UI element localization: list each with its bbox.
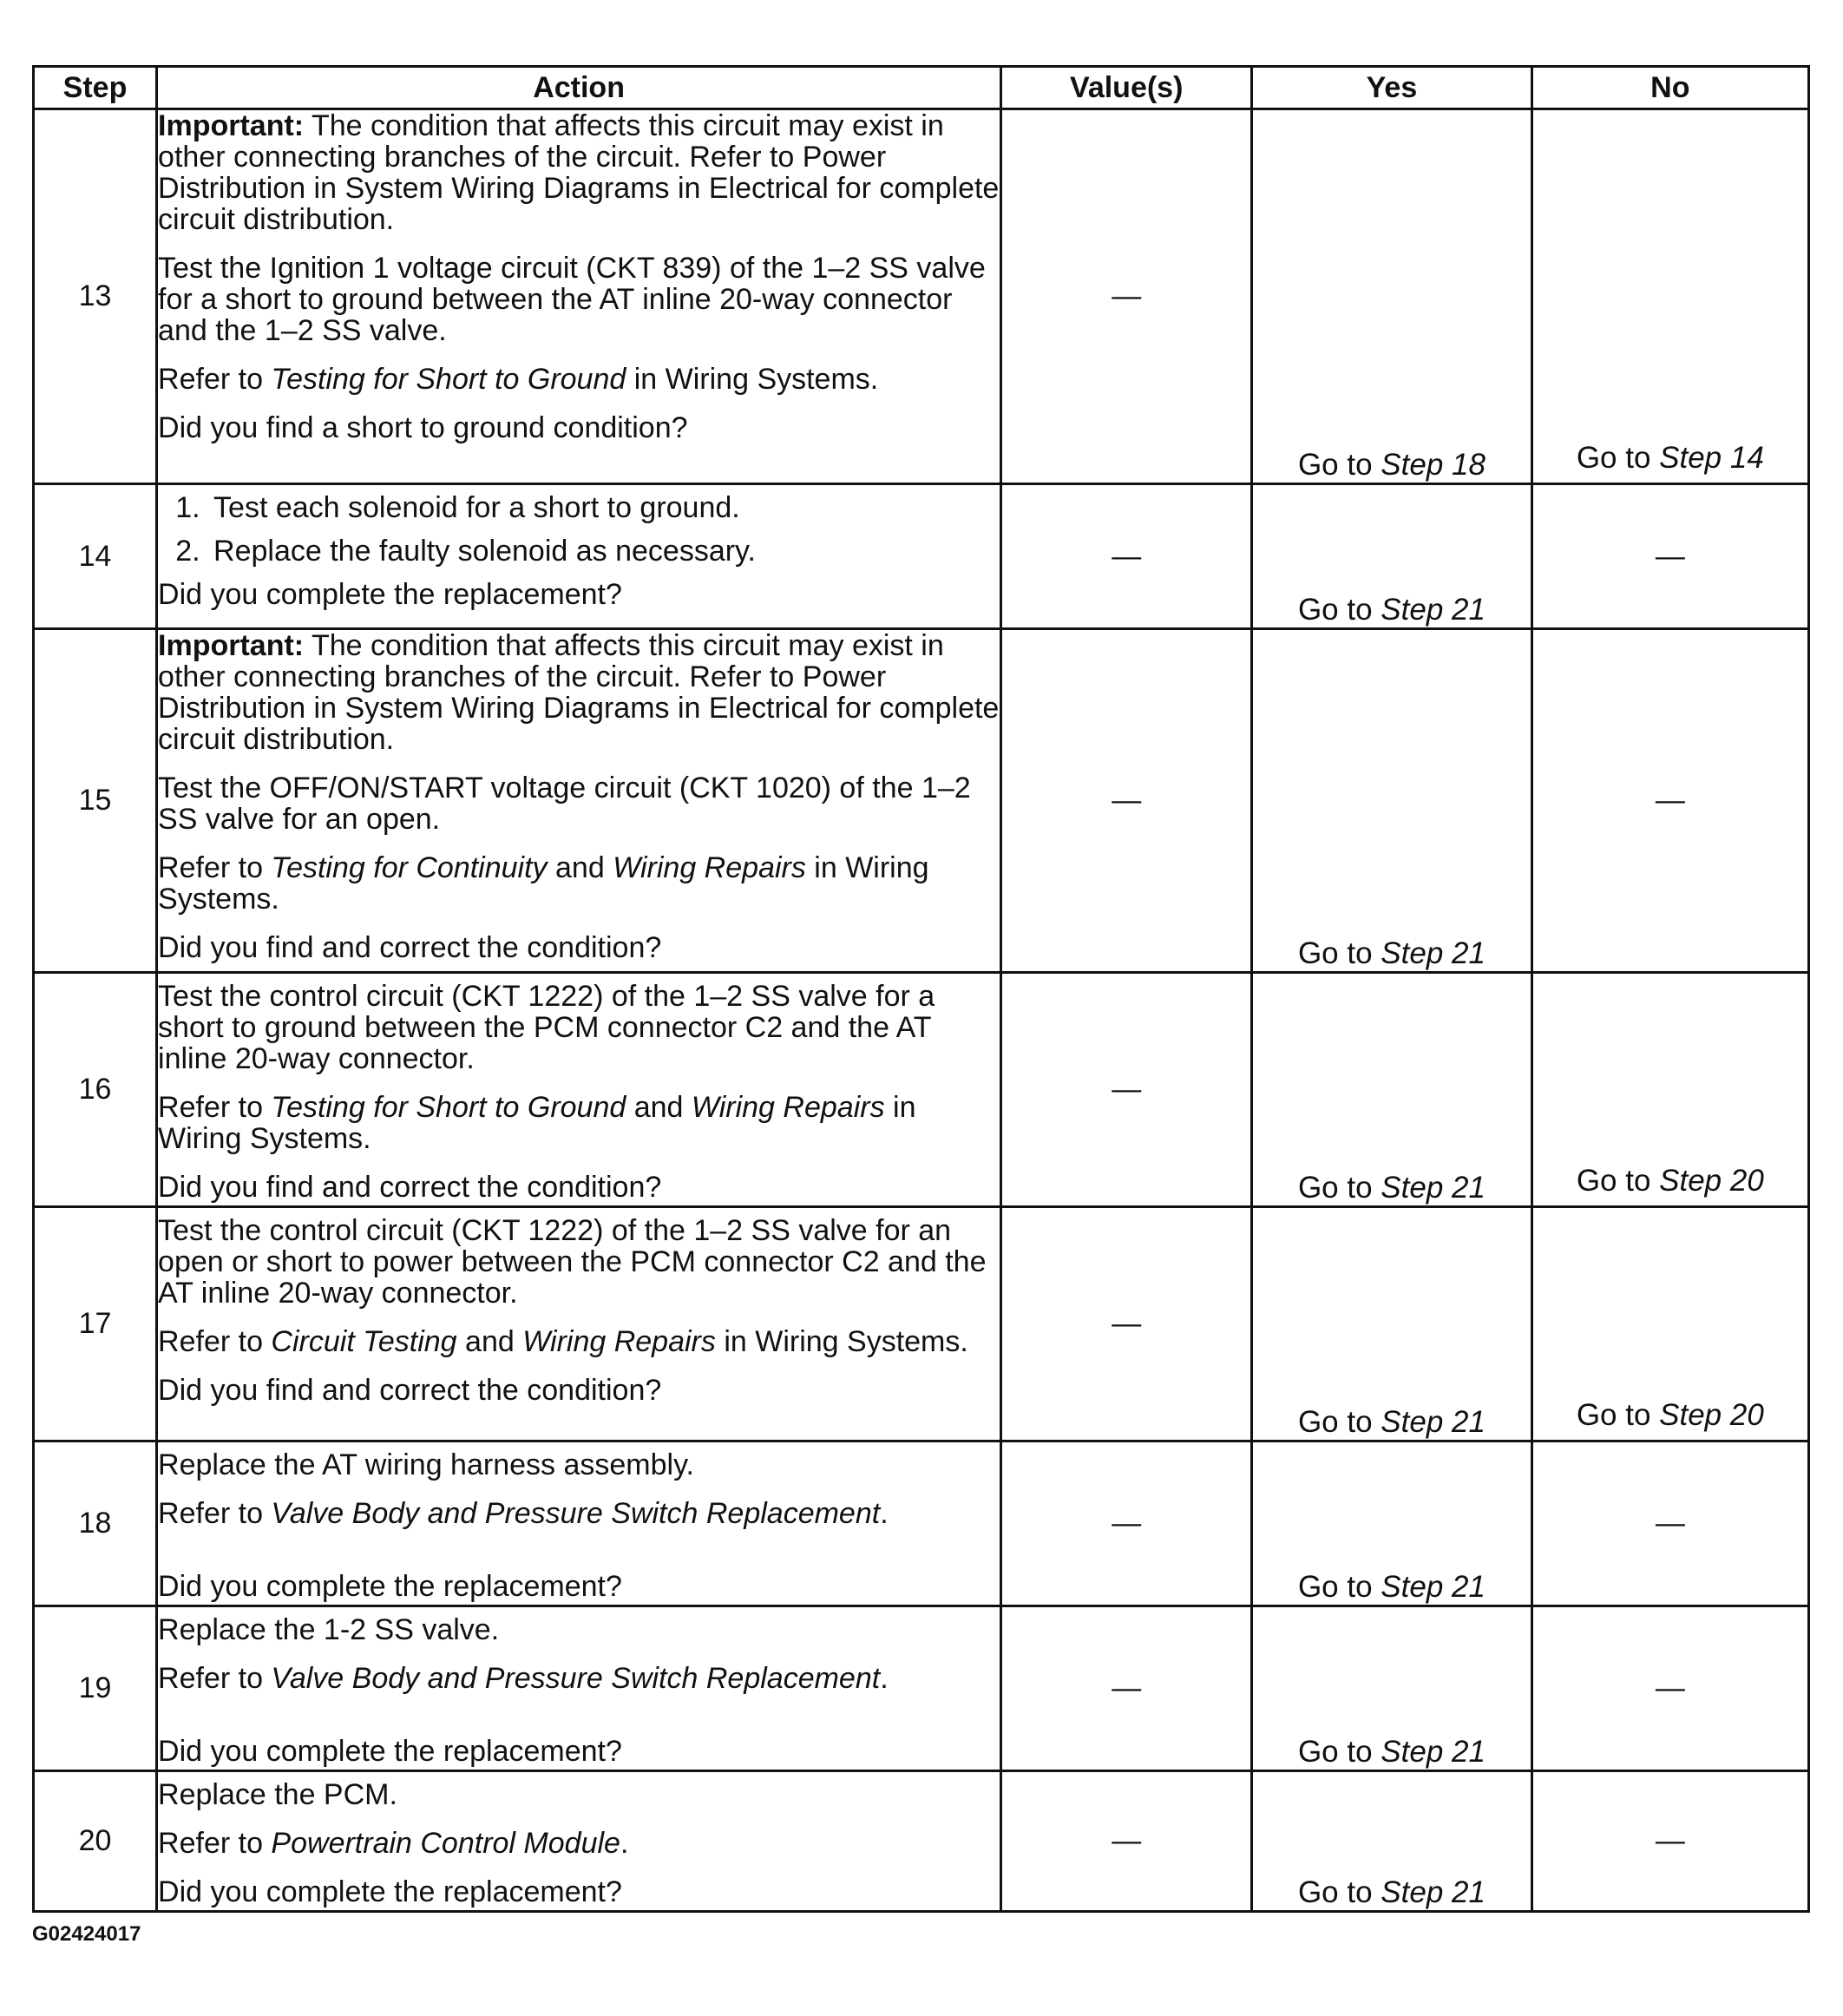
value-cell: —: [1001, 973, 1252, 1207]
list-item: 1. Test each solenoid for a short to ground.: [208, 492, 1000, 523]
reference-link[interactable]: Circuit Testing: [271, 1325, 457, 1358]
refer-suffix: in Wiring Systems.: [626, 363, 879, 396]
action-cell: [157, 1606, 1001, 1771]
refer-to-text: [158, 1663, 1000, 1694]
yes-cell[interactable]: [1252, 1441, 1531, 1606]
goto-prefix: Go to: [1297, 1735, 1381, 1769]
important-note: [158, 630, 1000, 755]
reference-link[interactable]: Wiring Repairs: [522, 1325, 716, 1358]
goto-prefix: Go to: [1297, 1570, 1381, 1604]
value-cell: —: [1001, 629, 1252, 973]
action-instruction: Test the control circuit (CKT 1222) of the 1–2 SS valve for an open or short to power between the PCM connector C2 and the AT inline 20-way connector.: [158, 1214, 987, 1310]
question-text: Did you complete the replacement?: [158, 578, 622, 611]
reference-link[interactable]: Testing for Short to Ground: [271, 363, 626, 396]
refer-prefix: Refer to: [158, 363, 272, 396]
no-cell[interactable]: [1531, 109, 1808, 484]
refer-to-text: [158, 1326, 1000, 1357]
yes-cell[interactable]: [1252, 1771, 1531, 1912]
question-text: Did you find a short to ground condition?: [158, 411, 688, 444]
action-instruction: Test the Ignition 1 voltage circuit (CKT 839) of the 1–2 SS valve for a short to ground between the AT inline 20-way connector and the 1–2 SS valve.: [158, 252, 986, 347]
goto-step-link[interactable]: Step 20: [1659, 1398, 1764, 1432]
reference-link[interactable]: Testing for Continuity: [271, 851, 548, 884]
value-cell: —: [1001, 1606, 1252, 1771]
refer-suffix: in Wiring Systems.: [715, 1325, 968, 1358]
list-item: 2. Replace the faulty solenoid as necessary.: [208, 535, 1000, 567]
question-text: Did you find and correct the condition?: [158, 1374, 662, 1407]
yes-cell[interactable]: [1252, 484, 1531, 629]
yes-cell[interactable]: [1252, 1207, 1531, 1441]
important-text: The condition that affects this circuit may exist in other connecting branches of the circuit. Refer to Power Distribution in System Wiring Diagrams in Electrical for complete circuit distribution.: [158, 109, 1000, 236]
yes-cell[interactable]: [1252, 973, 1531, 1207]
value-cell: —: [1001, 1771, 1252, 1912]
table-row-step-17: [34, 1207, 1809, 1441]
refer-prefix: Refer to: [158, 851, 272, 884]
step-number: 13: [34, 109, 157, 484]
no-cell: —: [1531, 1441, 1808, 1606]
no-cell: —: [1531, 629, 1808, 973]
important-label: Important:: [158, 629, 305, 662]
refer-suffix: in Wiring Systems.: [158, 851, 929, 916]
action-instruction: Replace the PCM.: [158, 1778, 397, 1811]
action-cell: [157, 1207, 1001, 1441]
action-instruction: Replace the AT wiring harness assembly.: [158, 1448, 694, 1481]
goto-prefix: Go to: [1297, 1405, 1381, 1439]
step-number: 20: [34, 1771, 157, 1912]
refer-to-text: [158, 852, 1000, 915]
action-cell: [157, 1771, 1001, 1912]
refer-to-text: [158, 1828, 1000, 1859]
no-cell: —: [1531, 1771, 1808, 1912]
action-cell: [157, 1441, 1001, 1606]
refer-to-text: [158, 364, 1000, 395]
no-cell: —: [1531, 484, 1808, 629]
yes-cell[interactable]: [1252, 109, 1531, 484]
step-number: 18: [34, 1441, 157, 1606]
goto-step-link[interactable]: Step 20: [1659, 1164, 1764, 1198]
goto-prefix: Go to: [1297, 1875, 1381, 1909]
goto-step-link[interactable]: Step 21: [1381, 1735, 1486, 1769]
goto-prefix: Go to: [1297, 593, 1381, 627]
value-cell: —: [1001, 1441, 1252, 1606]
refer-joiner: and: [456, 1325, 523, 1358]
action-cell: [157, 484, 1001, 629]
goto-step-link[interactable]: Step 21: [1381, 936, 1486, 970]
reference-link[interactable]: Powertrain Control Module: [271, 1827, 620, 1860]
goto-step-link[interactable]: Step 21: [1381, 1171, 1486, 1205]
reference-link[interactable]: Wiring Repairs: [613, 851, 806, 884]
no-cell[interactable]: [1531, 973, 1808, 1207]
header-step: Step: [34, 67, 157, 109]
value-cell: —: [1001, 1207, 1252, 1441]
diagnostic-table: [32, 65, 1810, 1913]
refer-joiner: and: [626, 1091, 692, 1124]
table-row-step-18: [34, 1441, 1809, 1606]
refer-suffix: in Wiring Systems.: [158, 1091, 916, 1155]
table-row-step-16: [34, 973, 1809, 1207]
action-instruction: Test the OFF/ON/START voltage circuit (CKT 1020) of the 1–2 SS valve for an open.: [158, 772, 971, 836]
action-cell: [157, 629, 1001, 973]
goto-step-link[interactable]: Step 21: [1381, 1570, 1486, 1604]
refer-prefix: Refer to: [158, 1497, 272, 1530]
table-row-step-19: [34, 1606, 1809, 1771]
value-cell: —: [1001, 109, 1252, 484]
header-action: Action: [157, 67, 1001, 109]
goto-prefix: Go to: [1576, 441, 1660, 475]
important-text: The condition that affects this circuit may exist in other connecting branches of the circuit. Refer to Power Distribution in System Wiring Diagrams in Electrical for complete circuit distribution.: [158, 629, 1000, 756]
goto-prefix: Go to: [1576, 1398, 1660, 1432]
refer-prefix: Refer to: [158, 1325, 272, 1358]
goto-step-link[interactable]: Step 14: [1659, 441, 1764, 475]
table-row-step-20: [34, 1771, 1809, 1912]
question-text: Did you find and correct the condition?: [158, 931, 662, 964]
question-text: Did you complete the replacement?: [158, 1735, 622, 1768]
table-header-row: [34, 67, 1809, 109]
refer-to-text: [158, 1092, 1000, 1154]
action-instruction: Replace the 1-2 SS valve.: [158, 1613, 500, 1646]
header-yes: Yes: [1252, 67, 1531, 109]
step-number: 19: [34, 1606, 157, 1771]
action-cell: [157, 973, 1001, 1207]
refer-suffix: .: [880, 1662, 889, 1695]
goto-step-link[interactable]: Step 21: [1381, 1875, 1486, 1909]
reference-link[interactable]: Testing for Short to Ground: [271, 1091, 626, 1124]
question-text: Did you complete the replacement?: [158, 1875, 622, 1908]
reference-link[interactable]: Wiring Repairs: [691, 1091, 885, 1124]
action-steps-list: [158, 492, 1000, 567]
step-number: 14: [34, 484, 157, 629]
goto-step-link[interactable]: Step 21: [1381, 1405, 1486, 1439]
table-row-step-14: [34, 484, 1809, 629]
reference-link[interactable]: Valve Body and Pressure Switch Replacement: [271, 1662, 881, 1695]
goto-step-link[interactable]: Step 18: [1381, 448, 1486, 482]
yes-cell[interactable]: [1252, 1606, 1531, 1771]
no-cell: —: [1531, 1606, 1808, 1771]
value-cell: —: [1001, 484, 1252, 629]
goto-prefix: Go to: [1297, 936, 1381, 970]
important-note: [158, 110, 1000, 235]
goto-prefix: Go to: [1297, 448, 1381, 482]
header-values: Value(s): [1001, 67, 1252, 109]
refer-prefix: Refer to: [158, 1091, 272, 1124]
refer-prefix: Refer to: [158, 1662, 272, 1695]
question-text: Did you complete the replacement?: [158, 1570, 622, 1603]
step-number: 16: [34, 973, 157, 1207]
refer-joiner: and: [547, 851, 613, 884]
header-no: No: [1531, 67, 1808, 109]
goto-step-link[interactable]: Step 21: [1381, 593, 1486, 627]
action-cell: [157, 109, 1001, 484]
important-label: Important:: [158, 109, 305, 142]
refer-to-text: [158, 1498, 1000, 1529]
goto-prefix: Go to: [1576, 1164, 1660, 1198]
goto-prefix: Go to: [1297, 1171, 1381, 1205]
no-cell[interactable]: [1531, 1207, 1808, 1441]
step-number: 15: [34, 629, 157, 973]
refer-prefix: Refer to: [158, 1827, 272, 1860]
figure-id-label: G02424017: [32, 1922, 141, 1946]
refer-suffix: .: [880, 1497, 889, 1530]
table-row-step-13: [34, 109, 1809, 484]
step-number: 17: [34, 1207, 157, 1441]
yes-cell[interactable]: [1252, 629, 1531, 973]
reference-link[interactable]: Valve Body and Pressure Switch Replacement: [271, 1497, 881, 1530]
action-instruction: Test the control circuit (CKT 1222) of the 1–2 SS valve for a short to ground between the PCM connector C2 and the AT inline 20-way connector.: [158, 980, 935, 1075]
table-row-step-15: [34, 629, 1809, 973]
question-text: Did you find and correct the condition?: [158, 1171, 662, 1204]
refer-suffix: .: [620, 1827, 629, 1860]
